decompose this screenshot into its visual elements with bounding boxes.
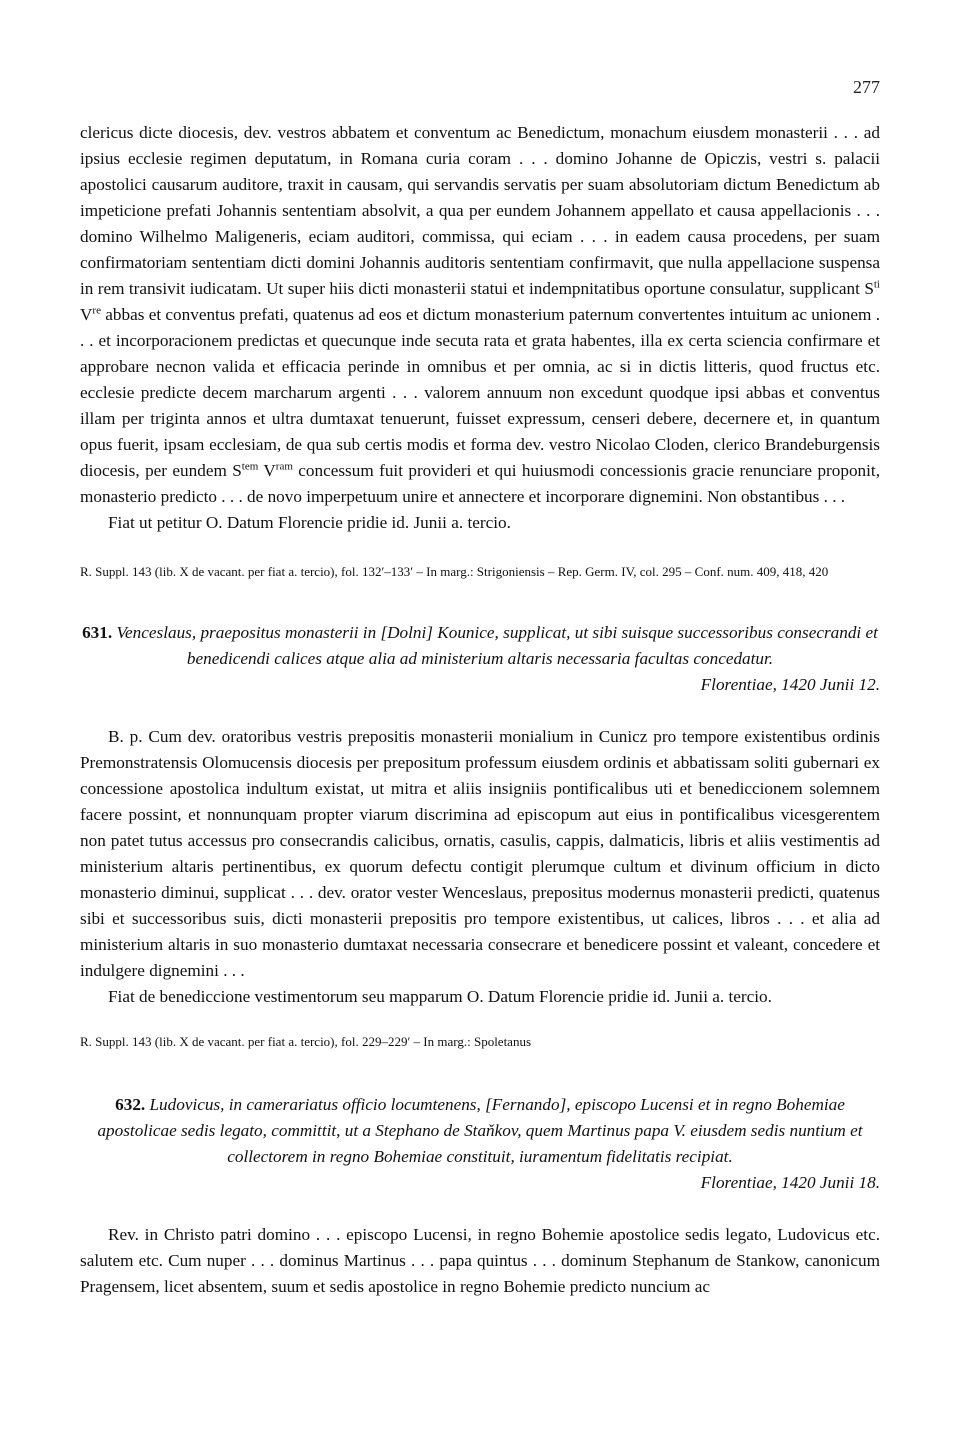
entry-631-body: B. p. Cum dev. oratoribus vestris prepositis monasterii monialium in Cunicz pro tempore existentibus ordinis Premonstratensis Olomucensis diocesis per prepositum professum eiusdem ordinis et abbatissam soliti gubernari ex concessione apostolica indultum existat, ut mitra et aliis insigniis pontificalibus uti et benediccionem solemnem facere possint, et nonnunquam propter viarum discrimina ad episcopum aut eius in pontificalibus vicesgerentem non patet tutus accessus pro consecrandis calicibus, ornatis, casulis, cappis, dalmaticis, libris et aliis vestimentis ad ministerium altaris pertinentibus, ex quorum defectu contigit plerumque cultum et divinum officium in dicto monasterio diminui, supplicat . . . dev. orator vester Wenceslaus, prepositus modernus monasterii predicti, quatenus sibi et successoribus suis, dicti monasterii prepositis pro tempore existentibus, ut calices, libros . . . et alia ad ministerium altaris in suo monasterio dumtaxat necessaria consecrare et benedicere possint et valeant, concedere et indulgere dignemini . . . (80, 727, 880, 980)
entry-630-body (80, 120, 880, 510)
entry-630-sup-a2: re (92, 304, 101, 317)
entry-631-date: Florentiae, 1420 Junii 12. (700, 675, 880, 694)
entry-630-fiat: Fiat ut petitur O. Datum Florencie pridie id. Junii a. tercio. (108, 513, 511, 532)
entry-632-date: Florentiae, 1420 Junii 18. (700, 1173, 880, 1192)
entry-632-number: 632. (115, 1095, 146, 1114)
entry-631-fiat: Fiat de benediccione vestimentorum seu mapparum O. Datum Florencie pridie id. Junii a. tercio. (108, 987, 772, 1006)
entry-631-heading-text: Venceslaus, praepositus monasterii in [Dolni] Kounice, supplicat, ut sibi suisque successoribus consecrandi et benedicendi calices atque alia ad ministerium altaris necessaria facultas concedatur. (116, 623, 878, 668)
entry-630-sup-a1: ti (873, 278, 880, 291)
entry-631-reference: R. Suppl. 143 (lib. X de vacant. per fiat a. tercio), fol. 229–229′ – In marg.: Spoletanus (80, 1034, 532, 1049)
entry-632-heading (80, 1092, 880, 1170)
entry-630-text-e: concessum fuit provideri et qui huiusmodi concessionis gracie renunciare proponit, monasterio predicto . . . de novo imperpetuum unire et annectere et incorporare dignemini. Non obstantibus . . . (80, 461, 880, 506)
entry-632-body: Rev. in Christo patri domino . . . episcopo Lucensi, in regno Bohemie apostolice sedis legato, Ludovicus etc. salutem etc. Cum nuper . . . dominus Martinus . . . papa quintus . . . dominum Stephanum de Stankow, canonicum Pragensem, licet absentem, suum et sedis apostolice in regno Bohemie predicto nuncium ac (80, 1225, 880, 1296)
entry-631-number: 631. (82, 623, 113, 642)
page-number: 277 (853, 77, 880, 97)
entry-630-sup-b2: ram (275, 460, 293, 473)
entry-632-heading-text: Ludovicus, in camerariatus officio locumtenens, [Fernando], episcopo Lucensi et in regno Bohemiae apostolicae sedis legato, committit, ut a Stephano de Staňkov, quem Martinus papa V. eiusdem sedis nuntium et collectorem in regno Bohemiae constituit, iuramentum fidelitatis recipiat. (97, 1095, 863, 1166)
entry-630-text-c: abbas et conventus prefati, quatenus ad eos et dictum monasterium paternum convertentes intuitum ac unionem . . . et incorporacionem predictas et quecunque inde secuta rata et grata habentes, illa ex certa sciencia confirmare et approbare necnon valida et efficacia perinde in omnibus et per omnia, ac si in dictis litteris, quod fructus etc. ecclesie predicte decem marcharum argenti . . . valorem annuum non excedunt quodque ipsi abbas et conventus illam per triginta annos et ultra dumtaxat tenuerunt, fuisset expressum, censeri debere, decernere et, in quantum opus fuerit, ipsam ecclesiam, de qua sub certis modis et forma dev. vestro Nicolao Cloden, clerico Brandeburgensis diocesis, per eundem S (80, 305, 880, 480)
entry-630-text-b: V (80, 305, 93, 324)
entry-630-text-a: clericus dicte diocesis, dev. vestros abbatem et conventum ac Benedictum, monachum eiusdem monasterii . . . ad ipsius ecclesie regimen deputatum, in Romana curia coram . . . domino Johanne de Opiczis, vestri s. palacii apostolici causarum auditore, traxit in causam, qui servandis servatis per suam absolutoriam dictum Benedictum ab impeticione prefati Johannis sententiam absolvit, a qua per eundem Johannem appellato et causa appellacionis . . . domino Wilhelmo Maligeneris, eciam auditori, commissa, qui eciam . . . in eadem causa procedens, per suam confirmatoriam sententiam dicti domini Johannis auditoris sententiam confirmavit, que nulla appellacione suspensa in rem transivit iudicatam. Ut super hiis dicti monasterii statui et indempnitatibus oportune consulatur, supplicant S (80, 123, 880, 298)
entry-630-sup-b1: tem (241, 460, 259, 473)
entry-631-heading (80, 620, 880, 672)
document-page (80, 74, 880, 1300)
entry-630-reference: R. Suppl. 143 (lib. X de vacant. per fiat a. tercio), fol. 132′–133′ – In marg.: Strigoniensis – Rep. Germ. IV, col. 295 – Conf. num. 409, 418, 420 (80, 564, 829, 579)
entry-630-text-d: V (258, 461, 276, 480)
